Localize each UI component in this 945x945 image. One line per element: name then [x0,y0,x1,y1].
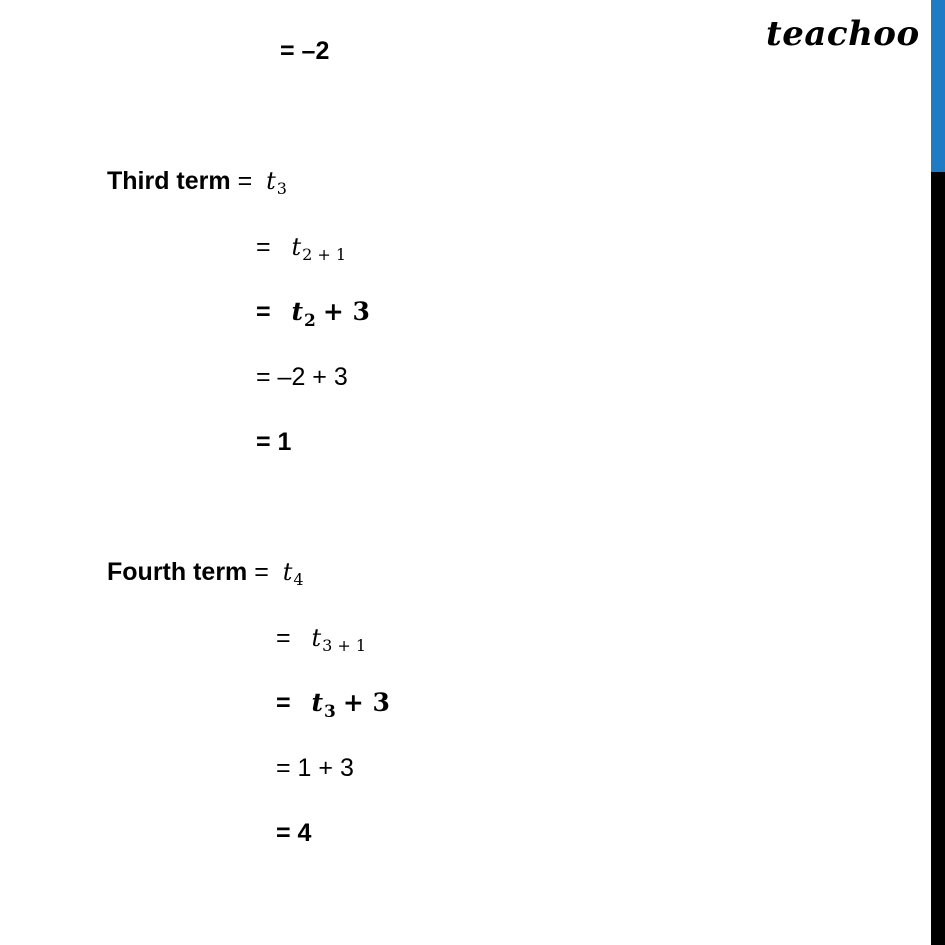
fourth-term-result: = 4 [276,819,312,847]
teachoo-logo: teachoo [766,14,920,54]
fourth-term-step-2 [276,688,390,727]
term-subscript: 4 [293,570,304,589]
third-term-step-1 [256,232,346,270]
third-term-result: = 1 [256,428,292,456]
term-variable: t [291,297,304,326]
term-variable: t [266,167,276,195]
result-second-term: = –2 [280,37,330,65]
term-subscript: 3 [324,702,336,722]
fourth-term-label: Fourth term [107,558,248,586]
equals-sign: = [254,558,269,586]
plus-three: + 3 [322,297,370,326]
equals-sign: = [237,167,253,195]
term-variable: t [282,558,293,586]
fourth-term-step-3: = 1 + 3 [276,754,354,782]
term-subscript: 2 [304,311,316,331]
term-variable: t [311,688,324,717]
third-term-step-2 [256,297,370,336]
sidebar-accent-bar [931,0,945,172]
term-subscript: 3 [276,179,287,198]
equals-sign: = [256,298,271,326]
fourth-term-definition [107,557,304,595]
term-subscript: 3 + 1 [322,636,367,655]
term-subscript: 2 + 1 [302,245,347,264]
plus-three: + 3 [342,688,390,717]
equals-sign: = [276,624,291,652]
equals-sign: = [276,689,291,717]
fourth-term-step-1 [276,623,366,661]
equals-sign: = [256,233,271,261]
term-variable: t [291,233,302,261]
sidebar-bar [931,172,945,945]
third-term-definition [107,166,287,204]
third-term-label: Third term [107,167,231,195]
third-term-step-3: = –2 + 3 [256,363,348,391]
term-variable: t [311,624,322,652]
